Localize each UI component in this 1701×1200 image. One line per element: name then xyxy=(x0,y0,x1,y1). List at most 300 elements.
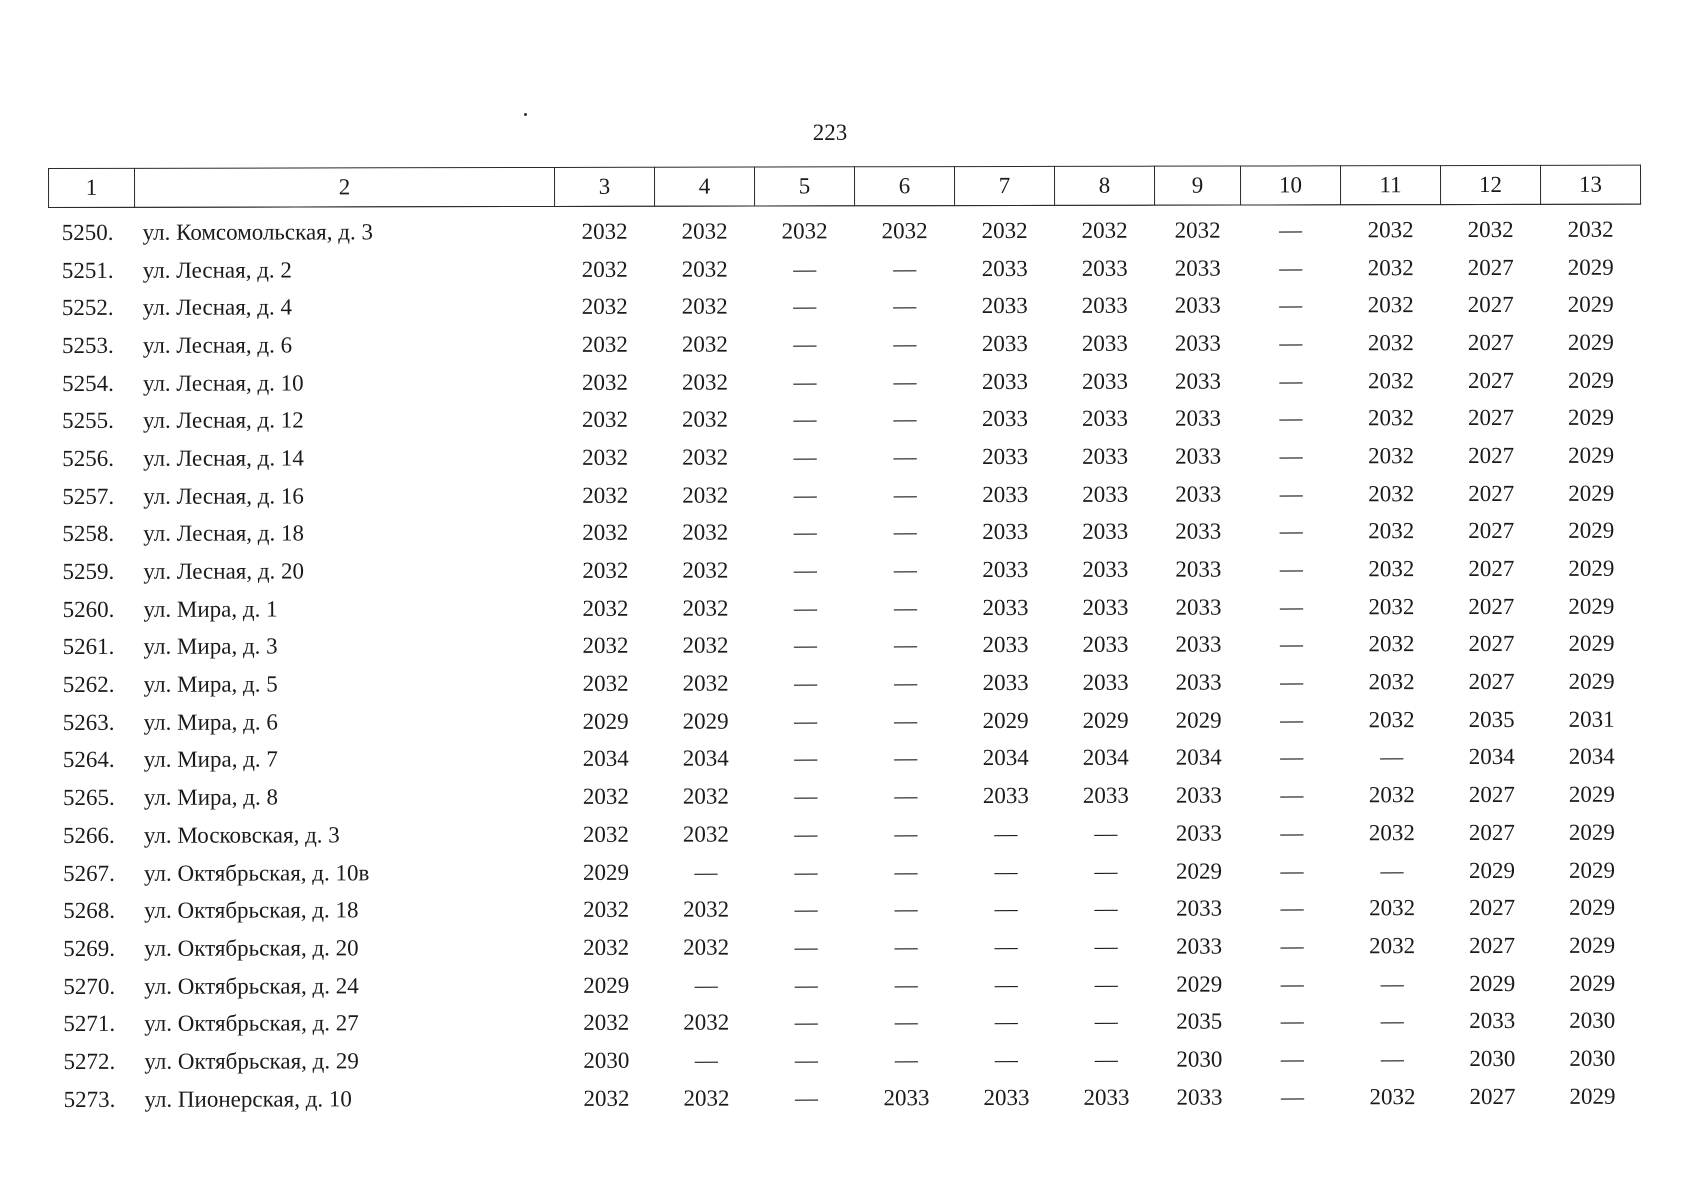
row-number: 5259. xyxy=(62,558,115,585)
year-cell-col-4: 2032 xyxy=(682,406,729,432)
year-cell-col-5: — xyxy=(793,368,817,395)
year-cell-col-12: 2029 xyxy=(1469,970,1516,996)
year-cell-col-13: 2032 xyxy=(1567,216,1614,242)
year-cell-col-11: 2032 xyxy=(1368,669,1415,695)
year-cell-col-7: 2033 xyxy=(981,293,1028,319)
year-cell-col-13: 2029 xyxy=(1568,668,1615,694)
year-cell-col-13: 2030 xyxy=(1569,1045,1616,1071)
year-cell-col-10: — xyxy=(1279,330,1303,356)
year-cell-col-10: — xyxy=(1280,782,1304,808)
address-cell: ул. Лесная, д. 12 xyxy=(143,407,304,434)
table-row xyxy=(50,851,1642,892)
year-cell-col-11: 2032 xyxy=(1368,706,1415,733)
address-cell: ул. Лесная, д. 16 xyxy=(143,483,304,509)
year-cell-col-9: 2033 xyxy=(1175,556,1222,582)
year-cell-col-7: — xyxy=(994,858,1018,884)
year-cell-col-12: 2034 xyxy=(1468,744,1515,770)
year-cell-col-12: 2027 xyxy=(1468,669,1515,695)
year-cell-col-3: 2032 xyxy=(582,407,629,433)
table-row xyxy=(50,776,1642,817)
year-cell-col-12: 2033 xyxy=(1469,1008,1516,1034)
year-cell-col-7: 2033 xyxy=(982,594,1029,620)
year-cell-col-8: 2033 xyxy=(1082,594,1129,620)
row-number: 5251. xyxy=(61,257,114,283)
year-cell-col-6: — xyxy=(893,519,917,545)
year-cell-col-12: 2027 xyxy=(1468,442,1515,468)
register-table xyxy=(48,165,1643,1119)
year-cell-col-5: — xyxy=(794,670,818,696)
year-cell-col-8: — xyxy=(1094,1009,1118,1035)
column-header-11: 11 xyxy=(1340,166,1440,205)
year-cell-col-3: 2032 xyxy=(583,1010,630,1036)
year-cell-col-8: 2033 xyxy=(1082,782,1129,808)
year-cell-col-9: 2030 xyxy=(1176,1046,1223,1072)
year-cell-col-9: 2033 xyxy=(1175,669,1222,695)
year-cell-col-10: — xyxy=(1280,933,1304,959)
year-cell-col-11: 2032 xyxy=(1367,330,1414,356)
column-header-7: 7 xyxy=(954,166,1054,205)
page-number: 223 xyxy=(812,120,848,145)
year-cell-col-5: — xyxy=(793,519,817,545)
address-cell: ул. Мира, д. 6 xyxy=(143,709,278,735)
address-cell: ул. Лесная, д. 10 xyxy=(142,370,304,396)
row-number: 5258. xyxy=(62,521,115,547)
year-cell-col-9: 2033 xyxy=(1175,782,1222,808)
row-number: 5271. xyxy=(63,1011,116,1037)
row-number: 5272. xyxy=(63,1048,116,1074)
year-cell-col-3: 2032 xyxy=(581,331,628,357)
year-cell-col-9: 2033 xyxy=(1175,405,1222,431)
year-cell-col-7: 2034 xyxy=(982,745,1029,771)
year-cell-col-3: 2029 xyxy=(583,972,630,998)
table-row xyxy=(49,324,1641,365)
table-row xyxy=(49,474,1641,515)
row-number: 5250. xyxy=(61,219,114,245)
year-cell-col-9: 2033 xyxy=(1174,255,1221,281)
column-header-12: 12 xyxy=(1440,165,1540,204)
year-cell-col-4: 2034 xyxy=(682,746,729,772)
year-cell-col-10: — xyxy=(1280,707,1304,733)
year-cell-col-5: — xyxy=(794,1047,818,1073)
year-cell-col-10: — xyxy=(1280,669,1304,695)
year-cell-col-12: 2027 xyxy=(1468,555,1515,582)
year-cell-col-10: — xyxy=(1280,820,1304,846)
year-cell-col-8: — xyxy=(1094,1046,1118,1072)
year-cell-col-7: — xyxy=(994,1046,1018,1072)
year-cell-col-3: 2034 xyxy=(582,746,629,772)
column-header-4: 4 xyxy=(654,167,754,206)
row-number: 5268. xyxy=(63,898,115,924)
year-cell-col-11: 2032 xyxy=(1369,895,1416,921)
year-cell-col-4: 2032 xyxy=(681,369,728,395)
year-cell-col-3: 2032 xyxy=(582,482,629,508)
year-cell-col-9: 2029 xyxy=(1175,858,1223,884)
year-cell-col-10: — xyxy=(1279,254,1303,280)
year-cell-col-7: 2033 xyxy=(982,443,1029,470)
year-cell-col-5: — xyxy=(793,406,817,432)
year-cell-col-3: 2032 xyxy=(582,783,629,810)
year-cell-col-4: — xyxy=(694,1047,718,1073)
year-cell-col-13: 2031 xyxy=(1568,706,1615,732)
row-number: 5260. xyxy=(62,596,115,622)
address-cell: ул. Октябрьская, д. 18 xyxy=(144,897,359,924)
column-header-6: 6 xyxy=(854,167,954,206)
table-row xyxy=(49,437,1641,478)
year-cell-col-11: — xyxy=(1380,1046,1404,1072)
year-cell-col-10: — xyxy=(1279,594,1303,620)
year-cell-col-12: 2027 xyxy=(1468,480,1515,506)
year-cell-col-6: — xyxy=(894,707,918,734)
year-cell-col-4: 2032 xyxy=(682,670,729,696)
year-cell-col-10: — xyxy=(1279,367,1303,394)
year-cell-col-11: 2032 xyxy=(1367,216,1414,243)
year-cell-col-9: 2033 xyxy=(1174,292,1221,318)
year-cell-col-13: 2029 xyxy=(1568,518,1615,544)
year-cell-col-11: 2032 xyxy=(1368,593,1415,619)
year-cell-col-5: — xyxy=(793,557,817,583)
table-row xyxy=(50,1002,1642,1043)
column-header-9: 9 xyxy=(1154,166,1240,205)
year-cell-col-12: 2029 xyxy=(1468,857,1515,883)
year-cell-col-6: — xyxy=(894,783,918,809)
year-cell-col-5: — xyxy=(793,482,817,508)
year-cell-col-4: 2032 xyxy=(682,783,729,809)
year-cell-col-7: 2033 xyxy=(982,406,1029,432)
year-cell-col-8: — xyxy=(1094,895,1118,922)
year-cell-col-13: 2029 xyxy=(1567,291,1614,318)
year-cell-col-5: — xyxy=(794,1009,818,1035)
year-cell-col-11: 2032 xyxy=(1368,782,1415,808)
table-row xyxy=(50,1040,1642,1081)
year-cell-col-3: 2032 xyxy=(581,256,628,282)
year-cell-col-8: 2033 xyxy=(1082,632,1129,658)
year-cell-col-8: 2033 xyxy=(1082,556,1129,582)
year-cell-col-6: 2032 xyxy=(881,218,928,244)
year-cell-col-9: 2033 xyxy=(1175,481,1222,507)
year-cell-col-10: — xyxy=(1279,481,1303,507)
year-cell-col-13: 2029 xyxy=(1568,555,1615,581)
year-cell-col-13: 2029 xyxy=(1569,894,1616,921)
year-cell-col-7: — xyxy=(994,820,1018,846)
year-cell-col-4: 2032 xyxy=(683,896,730,922)
year-cell-col-11: 2032 xyxy=(1367,254,1414,280)
year-cell-col-4: 2032 xyxy=(682,482,729,508)
year-cell-col-8: 2033 xyxy=(1083,1084,1130,1110)
address-cell: ул. Лесная, д. 14 xyxy=(143,445,304,471)
year-cell-col-12: 2035 xyxy=(1468,706,1515,732)
table-row xyxy=(49,625,1641,666)
row-number: 5256. xyxy=(62,445,115,471)
year-cell-col-5: — xyxy=(794,934,818,960)
year-cell-col-5: — xyxy=(793,444,817,470)
year-cell-col-4: 2032 xyxy=(682,557,729,583)
year-cell-col-7: 2033 xyxy=(982,556,1029,583)
year-cell-col-12: 2027 xyxy=(1467,329,1514,355)
year-cell-col-4: 2032 xyxy=(683,934,730,960)
year-cell-col-8: — xyxy=(1094,820,1118,846)
row-number: 5261. xyxy=(62,634,115,660)
table-body xyxy=(49,204,1643,1118)
address-cell: ул. Пионерская, д. 10 xyxy=(144,1086,352,1112)
year-cell-col-7: — xyxy=(994,933,1018,959)
housing-register-table xyxy=(48,165,1642,1119)
year-cell-col-4: 2032 xyxy=(682,632,729,659)
row-number: 5254. xyxy=(62,370,114,396)
year-cell-col-5: — xyxy=(794,821,818,847)
year-cell-col-11: 2032 xyxy=(1369,933,1416,959)
year-cell-col-13: 2029 xyxy=(1568,593,1615,619)
year-cell-col-3: 2032 xyxy=(581,369,628,395)
address-cell: ул. Московская, д. 3 xyxy=(143,822,340,848)
year-cell-col-5: — xyxy=(794,858,818,884)
header-row xyxy=(49,165,1641,207)
year-cell-col-5: — xyxy=(794,745,818,771)
year-cell-col-6: — xyxy=(894,858,918,884)
year-cell-col-3: 2032 xyxy=(582,444,629,470)
year-cell-col-7: 2033 xyxy=(981,368,1028,394)
year-cell-col-7: 2033 xyxy=(982,632,1029,658)
year-cell-col-9: 2033 xyxy=(1175,443,1222,469)
year-cell-col-4: 2032 xyxy=(681,293,728,319)
year-cell-col-8: — xyxy=(1094,933,1118,959)
year-cell-col-9: 2033 xyxy=(1176,1084,1223,1110)
row-number: 5252. xyxy=(61,295,114,321)
column-header-1: 1 xyxy=(49,168,135,207)
table-row xyxy=(49,248,1641,289)
year-cell-col-13: 2029 xyxy=(1567,329,1614,355)
year-cell-col-4: 2029 xyxy=(682,708,729,734)
year-cell-col-5: — xyxy=(794,1085,818,1111)
table-row xyxy=(49,512,1641,553)
year-cell-col-8: 2033 xyxy=(1082,443,1129,469)
year-cell-col-11: — xyxy=(1380,744,1404,770)
table-row xyxy=(50,964,1642,1005)
year-cell-col-5: — xyxy=(794,896,818,922)
year-cell-col-7: — xyxy=(994,971,1018,997)
year-cell-col-5: — xyxy=(793,293,817,319)
year-cell-col-12: 2027 xyxy=(1468,631,1515,657)
year-cell-col-8: 2033 xyxy=(1081,368,1128,394)
year-cell-col-6: — xyxy=(893,594,917,620)
year-cell-col-6: — xyxy=(894,1047,918,1073)
year-cell-col-13: 2029 xyxy=(1568,442,1615,468)
column-header-2: 2 xyxy=(135,167,555,207)
year-cell-col-5: — xyxy=(794,971,818,998)
year-cell-col-5: 2032 xyxy=(781,218,828,244)
year-cell-col-4: 2032 xyxy=(683,1009,730,1035)
year-cell-col-6: — xyxy=(894,971,918,997)
row-number: 5263. xyxy=(62,709,115,735)
year-cell-col-7: 2033 xyxy=(982,519,1029,545)
year-cell-col-3: 2032 xyxy=(582,670,629,696)
year-cell-col-5: — xyxy=(794,783,818,809)
year-cell-col-4: — xyxy=(694,972,718,998)
year-cell-col-5: — xyxy=(793,595,817,621)
year-cell-col-11: 2032 xyxy=(1369,1083,1416,1109)
year-cell-col-6: — xyxy=(893,632,918,658)
year-cell-col-11: 2032 xyxy=(1368,443,1415,469)
year-cell-col-4: 2032 xyxy=(681,218,728,244)
year-cell-col-11: 2032 xyxy=(1368,405,1415,431)
year-cell-col-3: 2032 xyxy=(582,595,629,621)
table-row xyxy=(50,1077,1642,1118)
address-cell: ул. Октябрьская, д. 20 xyxy=(144,935,359,961)
year-cell-col-7: 2033 xyxy=(981,255,1028,281)
scan-speck xyxy=(524,113,527,116)
year-cell-col-3: 2032 xyxy=(582,821,629,847)
year-cell-col-10: — xyxy=(1279,405,1303,431)
table-row xyxy=(50,701,1642,742)
year-cell-col-4: 2032 xyxy=(682,595,729,621)
year-cell-col-8: — xyxy=(1094,858,1118,884)
year-cell-col-7: 2033 xyxy=(982,783,1029,809)
year-cell-col-13: 2029 xyxy=(1568,857,1615,883)
year-cell-col-6: — xyxy=(893,255,917,281)
year-cell-col-12: 2027 xyxy=(1467,254,1514,280)
row-number: 5262. xyxy=(62,671,115,698)
row-number: 5273. xyxy=(63,1086,116,1112)
year-cell-col-6: — xyxy=(894,934,918,960)
address-cell: ул. Октябрьская, д. 27 xyxy=(144,1010,359,1037)
year-cell-col-6: — xyxy=(893,293,917,319)
year-cell-col-8: 2033 xyxy=(1082,481,1129,507)
year-cell-col-6: — xyxy=(893,481,917,507)
year-cell-col-13: 2029 xyxy=(1568,631,1615,657)
address-cell: ул. Мира, д. 7 xyxy=(143,746,278,773)
year-cell-col-3: 2032 xyxy=(582,520,629,546)
year-cell-col-11: 2032 xyxy=(1368,518,1415,544)
column-header-8: 8 xyxy=(1054,166,1154,205)
year-cell-col-7: 2033 xyxy=(982,481,1029,507)
year-cell-col-9: 2033 xyxy=(1175,631,1222,658)
year-cell-col-7: 2033 xyxy=(981,330,1028,356)
year-cell-col-4: 2032 xyxy=(683,1085,730,1111)
year-cell-col-10: — xyxy=(1280,744,1304,770)
year-cell-col-4: 2032 xyxy=(682,519,729,546)
table-row xyxy=(50,663,1642,704)
year-cell-col-13: 2030 xyxy=(1569,1008,1616,1034)
table-row xyxy=(49,399,1641,440)
year-cell-col-13: 2029 xyxy=(1568,480,1615,506)
year-cell-col-8: 2033 xyxy=(1081,255,1128,281)
column-header-3: 3 xyxy=(554,167,654,206)
row-number: 5255. xyxy=(62,408,114,434)
year-cell-col-8: 2033 xyxy=(1082,519,1129,545)
year-cell-col-7: 2033 xyxy=(982,670,1029,696)
table-row xyxy=(49,286,1641,327)
year-cell-col-7: — xyxy=(994,896,1018,922)
year-cell-col-6: — xyxy=(893,368,917,394)
year-cell-col-9: 2035 xyxy=(1176,1008,1223,1034)
year-cell-col-12: 2027 xyxy=(1468,782,1515,808)
year-cell-col-5: — xyxy=(794,708,818,734)
year-cell-col-6: — xyxy=(894,896,918,922)
year-cell-col-9: 2033 xyxy=(1175,820,1222,846)
year-cell-col-10: — xyxy=(1279,443,1303,469)
year-cell-col-7: 2032 xyxy=(981,217,1028,243)
year-cell-col-8: 2033 xyxy=(1081,330,1128,356)
address-cell: ул. Лесная, д. 6 xyxy=(142,332,293,358)
address-cell: ул. Октябрьская, д. 10в xyxy=(143,859,370,886)
year-cell-col-4: — xyxy=(694,859,718,885)
year-cell-col-11: 2032 xyxy=(1368,631,1415,657)
row-number: 5253. xyxy=(61,332,114,358)
year-cell-col-11: 2032 xyxy=(1367,367,1414,393)
year-cell-col-6: — xyxy=(893,331,917,357)
address-cell: ул. Октябрьская, д. 24 xyxy=(144,972,359,999)
year-cell-col-11: — xyxy=(1380,970,1404,996)
year-cell-col-3: 2029 xyxy=(582,708,629,734)
row-number: 5265. xyxy=(62,785,115,811)
year-cell-col-3: 2032 xyxy=(583,1085,630,1111)
year-cell-col-12: 2027 xyxy=(1468,593,1515,619)
year-cell-col-9: 2029 xyxy=(1176,971,1223,997)
year-cell-col-4: 2032 xyxy=(681,331,728,357)
column-number-header xyxy=(49,165,1641,207)
year-cell-col-7: 2029 xyxy=(982,707,1029,733)
year-cell-col-6: — xyxy=(893,557,917,583)
year-cell-col-10: — xyxy=(1279,217,1303,243)
address-cell: ул. Лесная, д. 18 xyxy=(143,520,304,547)
year-cell-col-11: — xyxy=(1380,1008,1404,1034)
year-cell-col-7: — xyxy=(994,1009,1018,1035)
year-cell-col-11: 2032 xyxy=(1368,819,1415,846)
address-cell: ул. Мира, д. 1 xyxy=(143,596,278,622)
year-cell-col-9: 2033 xyxy=(1176,895,1223,921)
year-cell-col-12: 2027 xyxy=(1469,895,1516,921)
year-cell-col-3: 2032 xyxy=(582,633,629,659)
year-cell-col-5: — xyxy=(793,331,817,357)
year-cell-col-3: 2029 xyxy=(582,859,630,885)
year-cell-col-9: 2033 xyxy=(1174,368,1221,394)
year-cell-col-10: — xyxy=(1280,1046,1304,1072)
year-cell-col-10: — xyxy=(1280,857,1304,883)
year-cell-col-12: 2027 xyxy=(1468,518,1515,544)
year-cell-col-13: 2029 xyxy=(1567,405,1615,431)
year-cell-col-12: 2032 xyxy=(1467,216,1514,242)
address-cell: ул. Мира, д. 5 xyxy=(143,671,278,697)
year-cell-col-13: 2029 xyxy=(1567,367,1614,393)
year-cell-col-3: 2032 xyxy=(581,294,628,320)
row-number: 5264. xyxy=(62,747,115,773)
year-cell-col-6: — xyxy=(893,444,917,470)
year-cell-col-4: 2032 xyxy=(682,444,729,470)
year-cell-col-3: 2032 xyxy=(583,897,630,923)
table-row xyxy=(49,361,1641,402)
year-cell-col-9: 2033 xyxy=(1174,330,1221,356)
year-cell-col-6: — xyxy=(894,1009,918,1035)
table-row xyxy=(50,814,1642,855)
table-row xyxy=(49,588,1641,629)
year-cell-col-8: 2029 xyxy=(1082,707,1129,733)
year-cell-col-3: 2032 xyxy=(582,557,629,583)
column-header-13: 13 xyxy=(1540,165,1640,204)
year-cell-col-10: — xyxy=(1279,292,1303,318)
year-cell-col-3: 2032 xyxy=(583,934,630,960)
address-cell: ул. Лесная, д. 20 xyxy=(143,558,305,584)
year-cell-col-9: 2033 xyxy=(1175,594,1222,620)
year-cell-col-6: — xyxy=(894,670,918,696)
year-cell-col-13: 2034 xyxy=(1568,744,1615,770)
year-cell-col-8: 2033 xyxy=(1082,406,1129,432)
year-cell-col-11: 2032 xyxy=(1368,480,1415,506)
year-cell-col-13: 2029 xyxy=(1569,1083,1616,1109)
year-cell-col-4: 2032 xyxy=(682,821,729,847)
table-row xyxy=(50,889,1642,930)
year-cell-col-10: — xyxy=(1279,556,1303,582)
year-cell-col-6: — xyxy=(894,745,918,771)
year-cell-col-10: — xyxy=(1279,518,1303,544)
